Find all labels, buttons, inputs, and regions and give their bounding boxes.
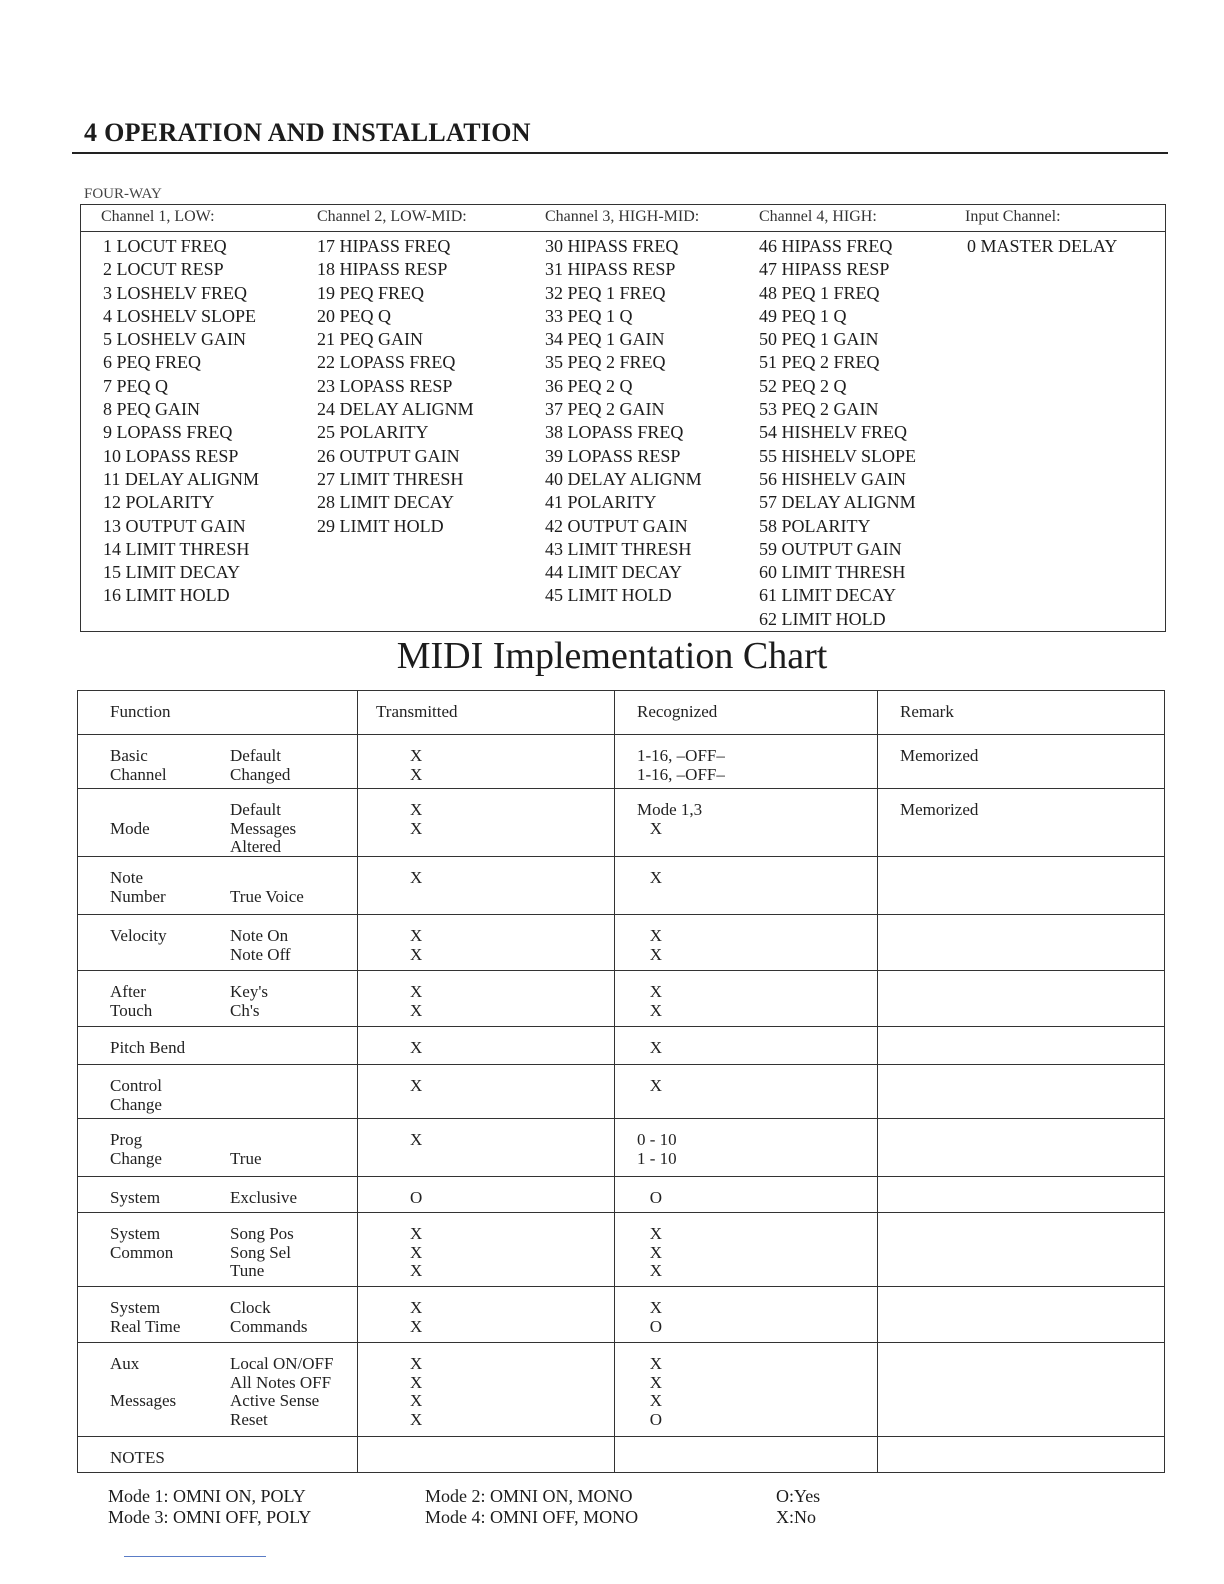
parameter-item: 23 LOPASS RESP bbox=[317, 375, 453, 396]
recognized-cell-text: X X X bbox=[649, 1224, 663, 1280]
function-name: Prog Change bbox=[110, 1130, 162, 1168]
function-cell bbox=[78, 1213, 358, 1287]
function-cell bbox=[78, 1065, 358, 1119]
parameter-column-channel-1 bbox=[103, 235, 259, 608]
remark-cell bbox=[878, 789, 1165, 857]
function-cell bbox=[78, 735, 358, 789]
parameter-item: 51 PEQ 2 FREQ bbox=[759, 352, 880, 373]
parameter-column-channel-4 bbox=[759, 235, 916, 631]
bottom-rule bbox=[124, 1556, 266, 1557]
transmitted-cell-text: X bbox=[410, 1130, 423, 1149]
parameter-item: 9 LOPASS FREQ bbox=[103, 422, 233, 443]
header-function: Function bbox=[78, 691, 358, 735]
recognized-cell-text: X bbox=[637, 868, 663, 887]
function-cell bbox=[78, 1119, 358, 1177]
section-title: 4 OPERATION AND INSTALLATION bbox=[84, 118, 531, 147]
parameter-item: 60 LIMIT THRESH bbox=[759, 562, 906, 583]
transmitted-cell bbox=[358, 1177, 615, 1213]
parameter-item: 17 HIPASS FREQ bbox=[317, 236, 451, 256]
header-remark: Remark bbox=[878, 691, 1165, 735]
recognized-cell bbox=[615, 735, 878, 789]
parameter-column-input bbox=[967, 235, 1117, 258]
function-cell bbox=[78, 915, 358, 971]
parameter-item: 11 DELAY ALIGNM bbox=[103, 468, 259, 489]
function-name: NOTES bbox=[110, 1448, 165, 1467]
midi-header-row bbox=[78, 691, 1165, 735]
parameter-item: 54 HISHELV FREQ bbox=[759, 422, 908, 443]
parameter-item: 40 DELAY ALIGNM bbox=[545, 468, 702, 489]
transmitted-cell-text: O bbox=[410, 1188, 423, 1207]
recognized-cell bbox=[615, 1065, 878, 1119]
parameter-item: 5 LOSHELV GAIN bbox=[103, 329, 247, 350]
parameter-item: 39 LOPASS RESP bbox=[545, 445, 681, 466]
parameter-item: 59 OUTPUT GAIN bbox=[759, 538, 902, 559]
function-subitems: True Voice bbox=[230, 886, 304, 906]
legend-line: O:Yes bbox=[776, 1486, 821, 1506]
parameter-table-header bbox=[81, 205, 1165, 232]
parameter-item: 12 POLARITY bbox=[103, 492, 215, 513]
legend-symbols bbox=[776, 1486, 820, 1528]
parameter-item: 58 POLARITY bbox=[759, 515, 871, 536]
transmitted-cell-text: X X bbox=[410, 982, 423, 1020]
transmitted-cell bbox=[358, 915, 615, 971]
remark-cell bbox=[878, 735, 1165, 789]
parameter-item: 55 HISHELV SLOPE bbox=[759, 445, 917, 466]
remark-cell bbox=[878, 1065, 1165, 1119]
midi-row bbox=[78, 1065, 1165, 1119]
remark-cell bbox=[878, 1437, 1165, 1473]
recognized-cell bbox=[615, 915, 878, 971]
parameter-item: 36 PEQ 2 Q bbox=[545, 375, 633, 396]
function-cell bbox=[78, 1287, 358, 1343]
parameter-item: 15 LIMIT DECAY bbox=[103, 562, 241, 583]
recognized-cell bbox=[615, 857, 878, 915]
midi-row bbox=[78, 1437, 1165, 1473]
function-subitems: Exclusive bbox=[230, 1188, 298, 1207]
parameter-item: 41 POLARITY bbox=[545, 492, 657, 513]
midi-row bbox=[78, 789, 1165, 857]
midi-row bbox=[78, 857, 1165, 915]
remark-cell-text bbox=[878, 915, 1164, 927]
remark-cell-text: Memorized bbox=[900, 746, 979, 765]
recognized-cell-text: X bbox=[637, 1076, 663, 1095]
transmitted-cell bbox=[358, 735, 615, 789]
legend-modes-2-4 bbox=[425, 1486, 638, 1528]
recognized-cell-text: 1-16, –OFF– 1-16, –OFF– bbox=[637, 746, 725, 784]
remark-cell-text bbox=[878, 1177, 1164, 1189]
transmitted-cell bbox=[358, 1343, 615, 1437]
parameter-item: 27 LIMIT THRESH bbox=[317, 468, 464, 489]
fourway-label: FOUR-WAY bbox=[84, 186, 162, 202]
transmitted-cell bbox=[358, 857, 615, 915]
midi-row bbox=[78, 1177, 1165, 1213]
parameter-item: 0 MASTER DELAY bbox=[967, 236, 1118, 256]
recognized-cell bbox=[615, 1177, 878, 1213]
function-name: Note Number bbox=[110, 868, 166, 906]
midi-row bbox=[78, 1213, 1165, 1287]
function-cell bbox=[78, 1177, 358, 1213]
recognized-cell bbox=[615, 1343, 878, 1437]
recognized-cell bbox=[615, 1287, 878, 1343]
recognized-cell bbox=[615, 1437, 878, 1473]
parameter-item: 34 PEQ 1 GAIN bbox=[545, 329, 665, 350]
function-cell bbox=[78, 1343, 358, 1437]
remark-cell-text bbox=[878, 1065, 1164, 1077]
midi-row bbox=[78, 915, 1165, 971]
parameter-item: 14 LIMIT THRESH bbox=[103, 538, 250, 559]
recognized-cell-text: X X bbox=[649, 926, 663, 964]
header-transmitted: Transmitted bbox=[358, 691, 615, 735]
parameter-item: 42 OUTPUT GAIN bbox=[545, 515, 688, 536]
title-rule bbox=[72, 152, 1168, 154]
parameter-item: 13 OUTPUT GAIN bbox=[103, 515, 246, 536]
function-name: After Touch bbox=[110, 982, 153, 1020]
parameter-item: 22 LOPASS FREQ bbox=[317, 352, 456, 373]
function-cell bbox=[78, 789, 358, 857]
remark-cell bbox=[878, 915, 1165, 971]
function-name: Pitch Bend bbox=[110, 1038, 186, 1057]
function-name: Velocity bbox=[110, 926, 167, 945]
parameter-item: 4 LOSHELV SLOPE bbox=[103, 305, 257, 326]
remark-cell-text bbox=[878, 1119, 1164, 1131]
transmitted-cell bbox=[358, 971, 615, 1027]
transmitted-cell-text: X X bbox=[410, 926, 423, 964]
parameter-item: 61 LIMIT DECAY bbox=[759, 585, 897, 606]
remark-cell-text bbox=[878, 1437, 1164, 1449]
recognized-cell bbox=[615, 971, 878, 1027]
recognized-cell bbox=[615, 1213, 878, 1287]
header-channel-2: Channel 2, LOW-MID: bbox=[317, 208, 467, 225]
parameter-item: 19 PEQ FREQ bbox=[317, 282, 425, 303]
recognized-cell-text: X X bbox=[649, 982, 663, 1020]
parameter-item: 31 HIPASS RESP bbox=[545, 259, 676, 280]
remark-cell-text bbox=[878, 1343, 1164, 1355]
remark-cell-text bbox=[878, 1213, 1164, 1225]
midi-row bbox=[78, 1027, 1165, 1065]
parameter-item: 30 HIPASS FREQ bbox=[545, 236, 679, 256]
transmitted-cell-text bbox=[358, 1437, 614, 1449]
transmitted-cell-text: X X X X bbox=[410, 1354, 423, 1429]
function-cell bbox=[78, 1437, 358, 1473]
legend-line: X:No bbox=[776, 1507, 816, 1527]
legend-line: Mode 3: OMNI OFF, POLY bbox=[108, 1507, 312, 1527]
remark-cell-text bbox=[878, 971, 1164, 983]
function-subitems: Song Pos Song Sel Tune bbox=[230, 1224, 294, 1280]
function-cell bbox=[78, 857, 358, 915]
transmitted-cell bbox=[358, 1287, 615, 1343]
recognized-cell-text bbox=[615, 1437, 877, 1449]
header-input-channel: Input Channel: bbox=[965, 208, 1061, 225]
recognized-cell bbox=[615, 1027, 878, 1065]
function-subitems: Local ON/OFF All Notes OFF Active Sense Reset bbox=[230, 1354, 334, 1429]
recognized-cell-text: X bbox=[637, 1038, 663, 1057]
parameter-item: 1 LOCUT FREQ bbox=[103, 236, 227, 256]
midi-table-body bbox=[78, 735, 1165, 1473]
header-channel-1: Channel 1, LOW: bbox=[101, 208, 215, 225]
remark-cell-text bbox=[878, 1027, 1164, 1039]
parameter-item: 2 LOCUT RESP bbox=[103, 259, 224, 280]
function-name: Control Change bbox=[110, 1076, 162, 1114]
function-subitems: Default Messages Altered bbox=[230, 800, 297, 856]
legend-line: Mode 4: OMNI OFF, MONO bbox=[425, 1507, 639, 1527]
parameter-item: 21 PEQ GAIN bbox=[317, 329, 423, 350]
parameter-item: 37 PEQ 2 GAIN bbox=[545, 399, 665, 420]
recognized-cell bbox=[615, 1119, 878, 1177]
parameter-column-channel-3 bbox=[545, 235, 702, 608]
transmitted-cell bbox=[358, 1437, 615, 1473]
function-subitems: Clock Commands bbox=[230, 1298, 308, 1336]
parameter-item: 35 PEQ 2 FREQ bbox=[545, 352, 666, 373]
parameter-item: 28 LIMIT DECAY bbox=[317, 492, 455, 513]
parameter-item: 38 LOPASS FREQ bbox=[545, 422, 684, 443]
parameter-item: 26 OUTPUT GAIN bbox=[317, 445, 460, 466]
function-name: Basic Channel bbox=[110, 746, 167, 784]
parameter-item: 10 LOPASS RESP bbox=[103, 445, 239, 466]
remark-cell bbox=[878, 1027, 1165, 1065]
parameter-item: 7 PEQ Q bbox=[103, 375, 169, 396]
remark-cell bbox=[878, 1177, 1165, 1213]
parameter-item: 33 PEQ 1 Q bbox=[545, 305, 633, 326]
transmitted-cell bbox=[358, 789, 615, 857]
parameter-item: 32 PEQ 1 FREQ bbox=[545, 282, 666, 303]
parameter-item: 29 LIMIT HOLD bbox=[317, 515, 444, 536]
midi-row bbox=[78, 1119, 1165, 1177]
midi-row bbox=[78, 735, 1165, 789]
midi-row bbox=[78, 1287, 1165, 1343]
parameter-item: 47 HIPASS RESP bbox=[759, 259, 890, 280]
function-name: System Real Time bbox=[110, 1298, 181, 1336]
remark-cell-text bbox=[878, 1287, 1164, 1299]
parameter-item: 52 PEQ 2 Q bbox=[759, 375, 847, 396]
transmitted-cell-text: X bbox=[410, 1038, 423, 1057]
remark-cell bbox=[878, 1287, 1165, 1343]
header-recognized: Recognized bbox=[615, 691, 878, 735]
parameter-item: 50 PEQ 1 GAIN bbox=[759, 329, 879, 350]
remark-cell-text: Memorized bbox=[900, 800, 979, 819]
parameter-item: 18 HIPASS RESP bbox=[317, 259, 448, 280]
transmitted-cell bbox=[358, 1213, 615, 1287]
recognized-cell-text: Mode 1,3 X bbox=[637, 800, 703, 838]
transmitted-cell-text: X X bbox=[410, 1298, 423, 1336]
parameter-item: 20 PEQ Q bbox=[317, 305, 392, 326]
midi-row bbox=[78, 1343, 1165, 1437]
midi-implementation-table bbox=[77, 690, 1165, 1473]
parameter-item: 24 DELAY ALIGNM bbox=[317, 399, 474, 420]
parameter-item: 48 PEQ 1 FREQ bbox=[759, 282, 880, 303]
transmitted-cell-text: X X bbox=[410, 746, 423, 784]
parameter-item: 3 LOSHELV FREQ bbox=[103, 282, 248, 303]
transmitted-cell bbox=[358, 1065, 615, 1119]
parameter-item: 8 PEQ GAIN bbox=[103, 399, 200, 420]
transmitted-cell-text: X bbox=[410, 1076, 423, 1095]
remark-cell bbox=[878, 1343, 1165, 1437]
header-channel-3: Channel 3, HIGH-MID: bbox=[545, 208, 700, 225]
function-name: System bbox=[110, 1188, 161, 1207]
parameter-item: 46 HIPASS FREQ bbox=[759, 236, 893, 256]
remark-cell bbox=[878, 1119, 1165, 1177]
midi-row bbox=[78, 971, 1165, 1027]
parameter-item: 25 POLARITY bbox=[317, 422, 429, 443]
function-subitems: Default Changed bbox=[230, 746, 291, 784]
parameter-item: 56 HISHELV GAIN bbox=[759, 468, 907, 489]
legend-modes-1-3 bbox=[108, 1486, 311, 1528]
parameter-item: 6 PEQ FREQ bbox=[103, 352, 202, 373]
function-subitems: Note On Note Off bbox=[230, 926, 291, 964]
parameter-item: 16 LIMIT HOLD bbox=[103, 585, 230, 606]
parameter-item: 49 PEQ 1 Q bbox=[759, 305, 847, 326]
parameter-item: 44 LIMIT DECAY bbox=[545, 562, 683, 583]
header-channel-4: Channel 4, HIGH: bbox=[759, 208, 877, 225]
parameter-item: 62 LIMIT HOLD bbox=[759, 608, 886, 629]
transmitted-cell-text: X bbox=[410, 868, 423, 887]
recognized-cell bbox=[615, 789, 878, 857]
remark-cell-text bbox=[878, 857, 1164, 869]
recognized-cell-text: X O bbox=[649, 1298, 663, 1336]
parameter-table bbox=[80, 204, 1166, 632]
function-name: Mode bbox=[110, 818, 150, 838]
function-name: System Common bbox=[110, 1224, 174, 1262]
legend-line: Mode 2: OMNI ON, MONO bbox=[425, 1486, 633, 1506]
remark-cell bbox=[878, 857, 1165, 915]
function-cell bbox=[78, 1027, 358, 1065]
recognized-cell-text: O bbox=[637, 1188, 663, 1207]
parameter-item: 45 LIMIT HOLD bbox=[545, 585, 672, 606]
parameter-item: 57 DELAY ALIGNM bbox=[759, 492, 916, 513]
function-subitems: Key's Ch's bbox=[230, 982, 269, 1020]
function-cell bbox=[78, 971, 358, 1027]
parameter-item: 53 PEQ 2 GAIN bbox=[759, 399, 879, 420]
parameter-column-channel-2 bbox=[317, 235, 474, 538]
transmitted-cell-text: X X X bbox=[410, 1224, 423, 1280]
midi-chart-title: MIDI Implementation Chart bbox=[396, 635, 828, 677]
recognized-cell-text: X X X O bbox=[649, 1354, 663, 1429]
legend-line: Mode 1: OMNI ON, POLY bbox=[108, 1486, 306, 1506]
function-subitems: True bbox=[230, 1148, 262, 1168]
recognized-cell-text: 0 - 10 1 - 10 bbox=[637, 1130, 677, 1168]
transmitted-cell bbox=[358, 1119, 615, 1177]
remark-cell bbox=[878, 971, 1165, 1027]
transmitted-cell bbox=[358, 1027, 615, 1065]
transmitted-cell-text: X X bbox=[410, 800, 423, 838]
parameter-item: 43 LIMIT THRESH bbox=[545, 538, 692, 559]
remark-cell bbox=[878, 1213, 1165, 1287]
function-name: Aux Messages bbox=[110, 1354, 177, 1410]
